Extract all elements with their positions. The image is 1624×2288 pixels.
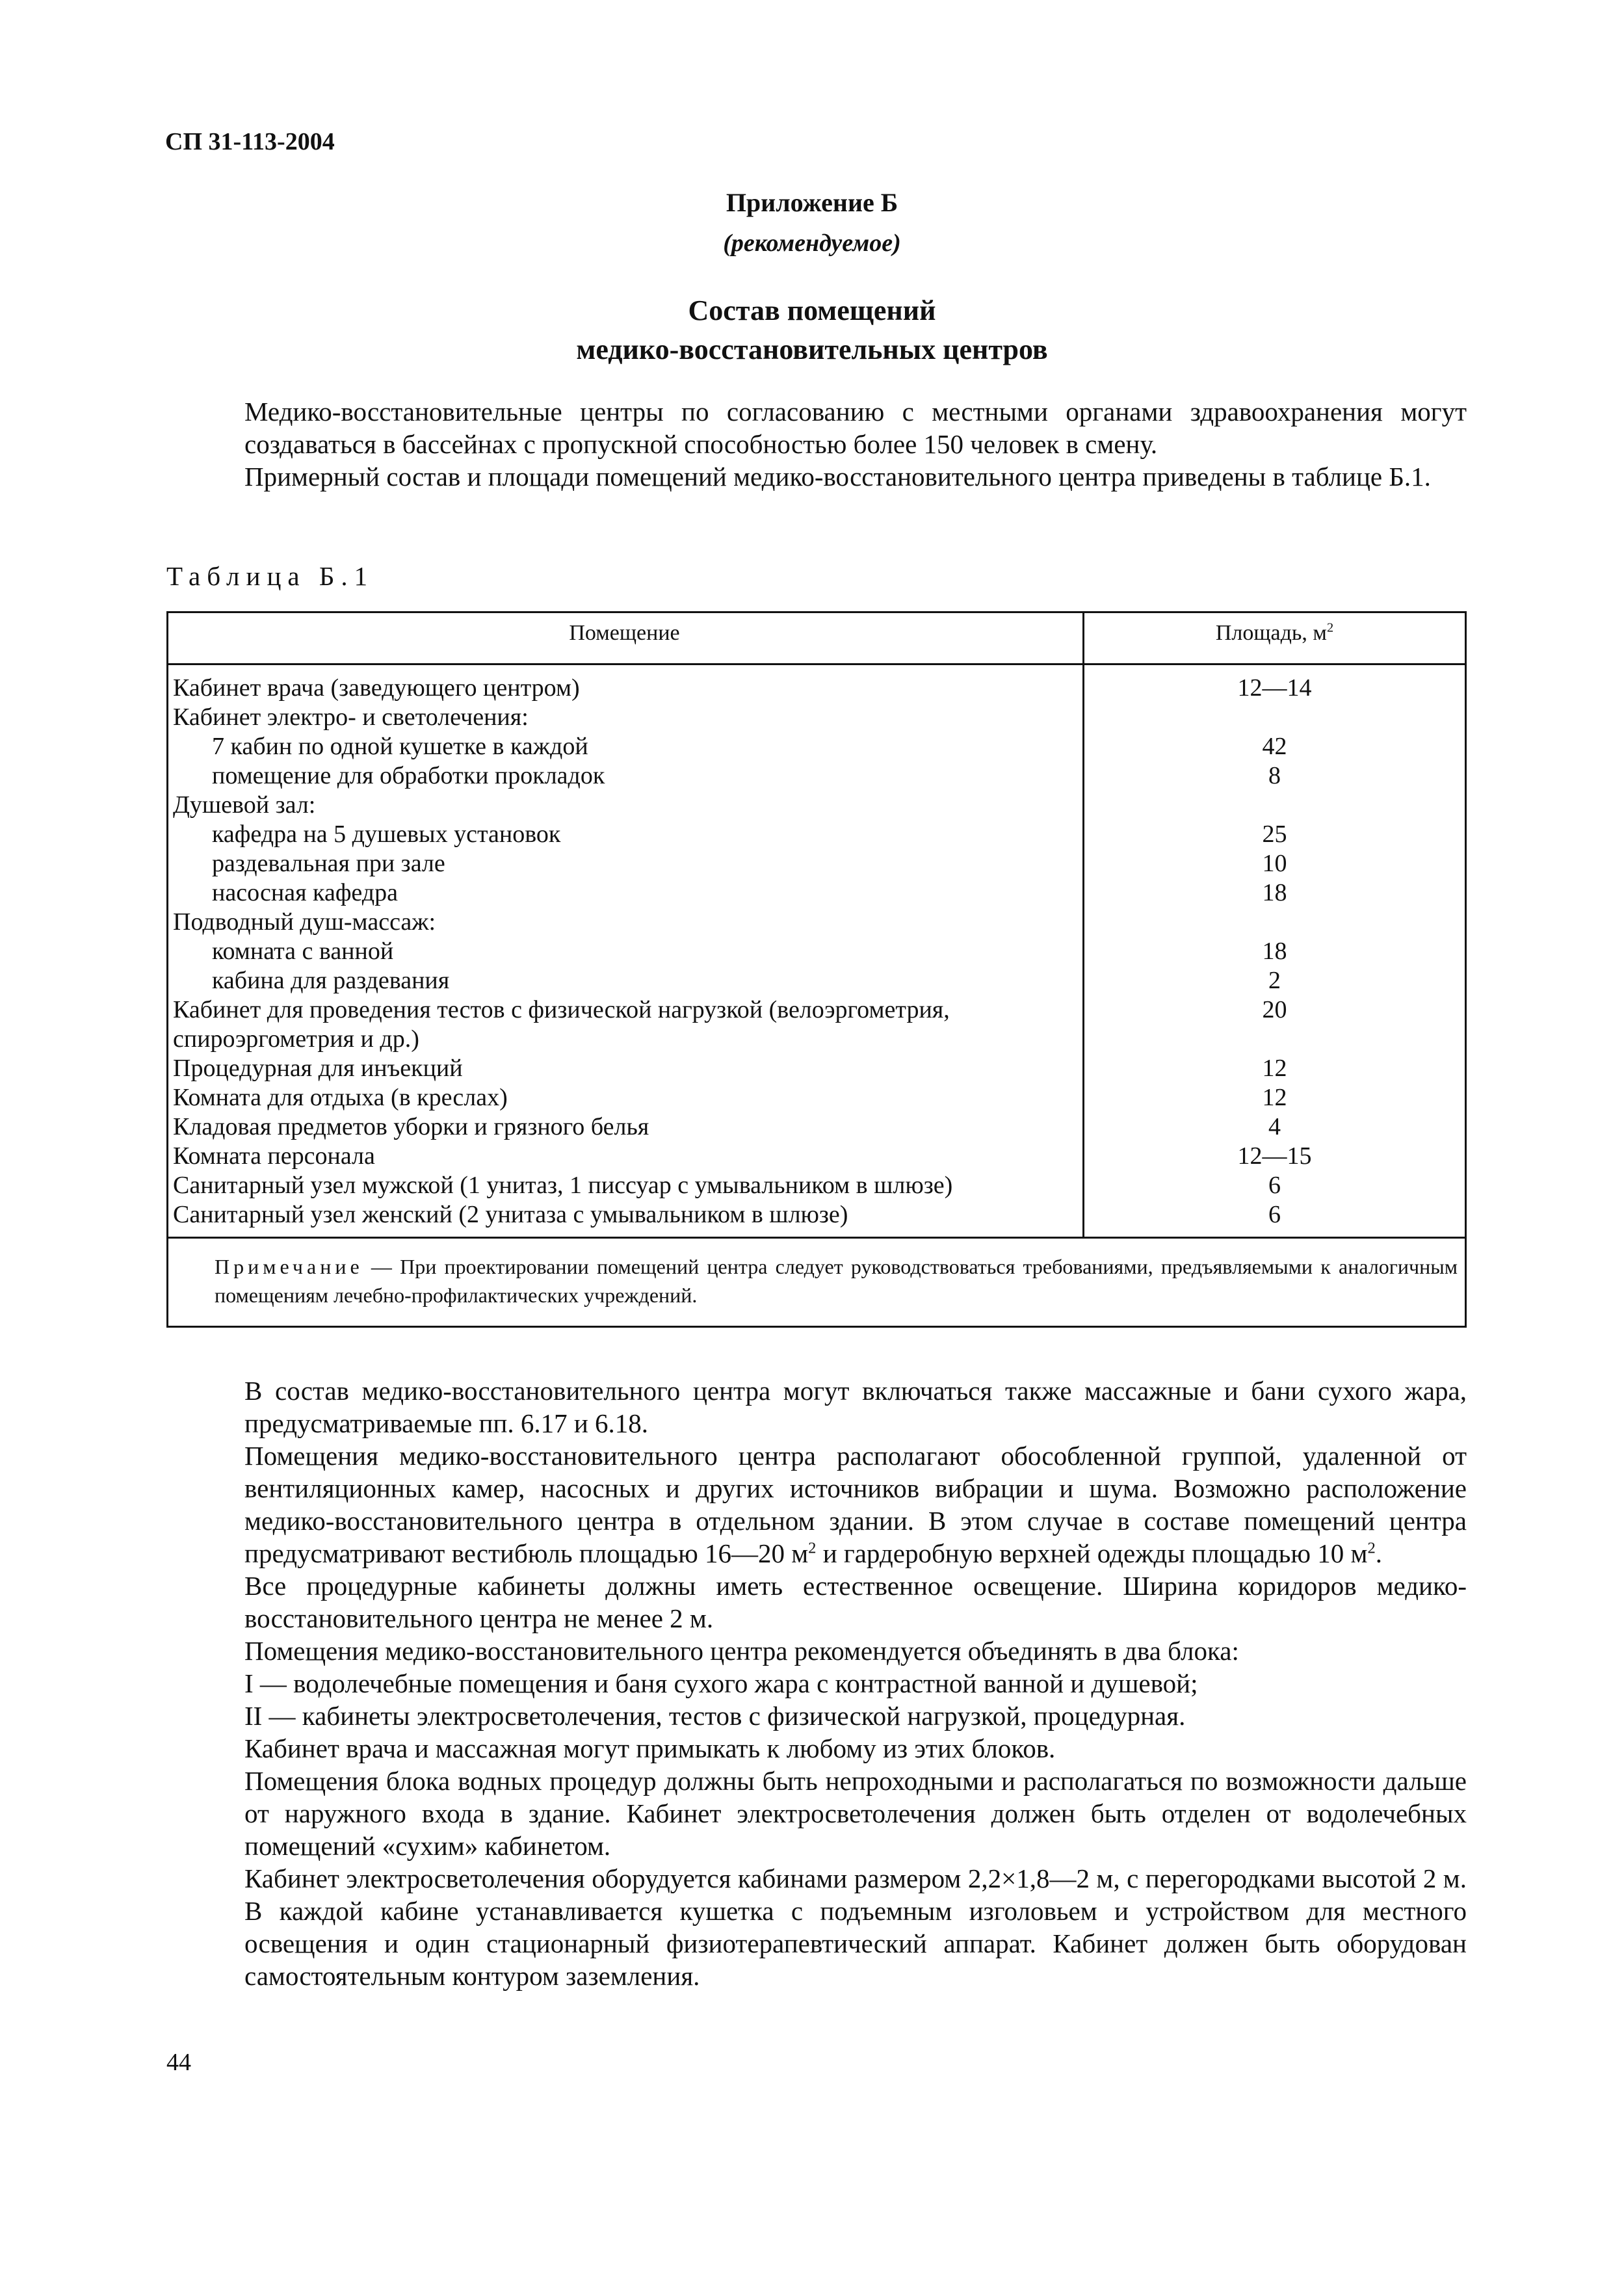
room-area: 8 (1268, 762, 1281, 789)
superscript-2: 2 (1367, 1539, 1376, 1557)
body-paragraph-7: Кабинет врача и массажная могут примыкать к любому из этих блоков. (244, 1733, 1056, 1763)
room-area: 20 (1262, 996, 1287, 1023)
table-row (173, 849, 1460, 878)
room-name: Кабинет для проведения тестов с физической нагрузкой (велоэргометрия, (173, 996, 950, 1023)
table-row (173, 966, 1460, 995)
body-paragraph-3: Все процедурные кабинеты должны иметь естественное освещение. Ширина коридоров медико-восстановительного центра не менее 2 м. (244, 1571, 1467, 1633)
body-paragraph-5: I — водолечебные помещения и баня сухого жара с контрастной ванной и душевой; (244, 1668, 1198, 1698)
table-row (173, 703, 1460, 732)
table-row (173, 1171, 1460, 1200)
body-paragraph-4: Помещения медико-восстановительного центра рекомендуется объединять в два блока: (244, 1636, 1239, 1666)
room-area: 12—14 (1237, 674, 1312, 702)
room-area: 6 (1268, 1172, 1281, 1199)
room-area: 4 (1268, 1113, 1281, 1140)
body-paragraph-9: Кабинет электросветолечения оборудуется кабинами размером 2,2×1,8—2 м, с перегородками высотой 2 м. В каждой кабине устанавливается кушетка с подъемным изголовьем и устройством для местного освещения и один стационарный физиотерапевтический аппарат. Кабинет должен быть оборудован самостоятельным контуром заземления. (244, 1863, 1467, 1991)
table-header-area (1082, 621, 1467, 646)
room-name: Комната персонала (173, 1142, 375, 1170)
table-caption: Таблица Б.1 (166, 561, 374, 591)
room-name: комната с ванной (212, 938, 394, 965)
table-row (173, 995, 1460, 1025)
room-name: Кладовая предметов уборки и грязного белья (173, 1113, 649, 1140)
table-header-divider (166, 663, 1467, 665)
table-row (173, 908, 1460, 937)
room-name: 7 кабин по одной кушетке в каждой (212, 733, 588, 760)
room-area: 12 (1262, 1055, 1287, 1082)
body-paragraph-2: Помещения медико-восстановительного центра располагают обособленной группой, удаленной от вентиляционных камер, насосных и других источников вибрации и шума. Возможно расположение медико-восстановительного центра в отдельном здании. В этом случае в составе помещений центра предусматривают вестибюль площадью 16—20 $м^2$ и гардеробную верхней одежды площадью 10 $м^2$. (244, 1441, 1467, 1568)
room-name: Санитарный узел мужской (1 унитаз, 1 писсуар с умывальником в шлюзе) (173, 1172, 953, 1199)
room-name: Процедурная для инъекций (173, 1055, 463, 1082)
room-name-continued: спироэргометрия и др.) (173, 1025, 419, 1053)
intro-section (166, 395, 1467, 493)
table-row (173, 878, 1460, 908)
body-paragraph-8: Помещения блока водных процедур должны быть непроходными и располагаться по возможности дальше от наружного входа в здание. Кабинет электросветолечения должен быть отделен от водолечебных помещений «сухим» кабинетом. (244, 1766, 1467, 1861)
note-label: Примечание (215, 1255, 363, 1278)
room-group-name: Кабинет электро- и светолечения: (173, 703, 529, 731)
document-code: СП 31-113-2004 (165, 128, 335, 155)
table-row (173, 1054, 1460, 1083)
table-body (173, 674, 1460, 1229)
body-section (166, 1374, 1467, 1992)
room-name: помещение для обработки прокладок (212, 762, 605, 789)
appendix-title: Приложение Б (726, 188, 898, 217)
room-area: 6 (1268, 1201, 1281, 1228)
room-name: Санитарный узел женский (2 унитаза с умывальником в шлюзе) (173, 1201, 848, 1228)
appendix-subtitle: (рекомендуемое) (723, 230, 901, 257)
page-title (0, 291, 1624, 369)
body-paragraph-1: В состав медико-восстановительного центра могут включаться также массажные и бани сухого жара, предусматриваемые пп. 6.17 и 6.18. (244, 1376, 1467, 1438)
page-number: 44 (166, 2049, 191, 2076)
table-header-area-label: Площадь, м (1215, 621, 1327, 645)
table-row (173, 1200, 1460, 1229)
room-name: раздевальная при зале (212, 850, 445, 877)
room-area: 42 (1262, 733, 1287, 760)
table-row (173, 1142, 1460, 1171)
intro-paragraph-1: Медико-восстановительные центры по согласованию с местными органами здравоохранения могут создаваться в бассейнах с пропускной способностью более 150 человек в смену. (244, 397, 1467, 459)
table-header-room: Помещение (569, 621, 680, 645)
table-row (173, 1083, 1460, 1112)
table-row (173, 674, 1460, 703)
table-note (176, 1252, 1458, 1309)
room-area: 2 (1268, 967, 1281, 994)
table-row (173, 1112, 1460, 1142)
room-name: кабина для раздевания (212, 967, 450, 994)
table-row (173, 732, 1460, 761)
room-area: 25 (1262, 821, 1287, 848)
room-group-name: Душевой зал: (173, 791, 316, 819)
room-name: кафедра на 5 душевых установок (212, 821, 561, 848)
room-name: Кабинет врача (заведующего центром) (173, 674, 580, 702)
room-name: Комната для отдыха (в креслах) (173, 1084, 508, 1111)
intro-paragraph-2: Примерный состав и площади помещений медико-восстановительного центра приведены в таблице Б.1. (244, 462, 1431, 492)
superscript-2: 2 (808, 1539, 817, 1557)
table-row (173, 791, 1460, 820)
table-note-divider (166, 1237, 1467, 1239)
room-area: 12—15 (1237, 1142, 1312, 1170)
table-row (173, 937, 1460, 966)
room-area: 10 (1262, 850, 1287, 877)
room-group-name: Подводный душ-массаж: (173, 908, 436, 936)
table-row (173, 761, 1460, 791)
note-text: — При проектировании помещений центра следует руководствоваться требованиями, предъявляемыми к аналогичным помещениям лечебно-профилактических учреждений. (215, 1255, 1458, 1307)
superscript-2: 2 (1326, 620, 1334, 635)
room-name: насосная кафедра (212, 879, 399, 906)
room-area: 12 (1262, 1084, 1287, 1111)
body-paragraph-6: II — кабинеты электросветолечения, тестов с физической нагрузкой, процедурная. (244, 1701, 1186, 1731)
table-row (173, 1025, 1460, 1054)
room-area: 18 (1262, 938, 1287, 965)
table-row (173, 820, 1460, 849)
room-area: 18 (1262, 879, 1287, 906)
page-title-line-2: медико-восстановительных центров (576, 334, 1048, 365)
page-title-line-1: Состав помещений (688, 295, 936, 326)
